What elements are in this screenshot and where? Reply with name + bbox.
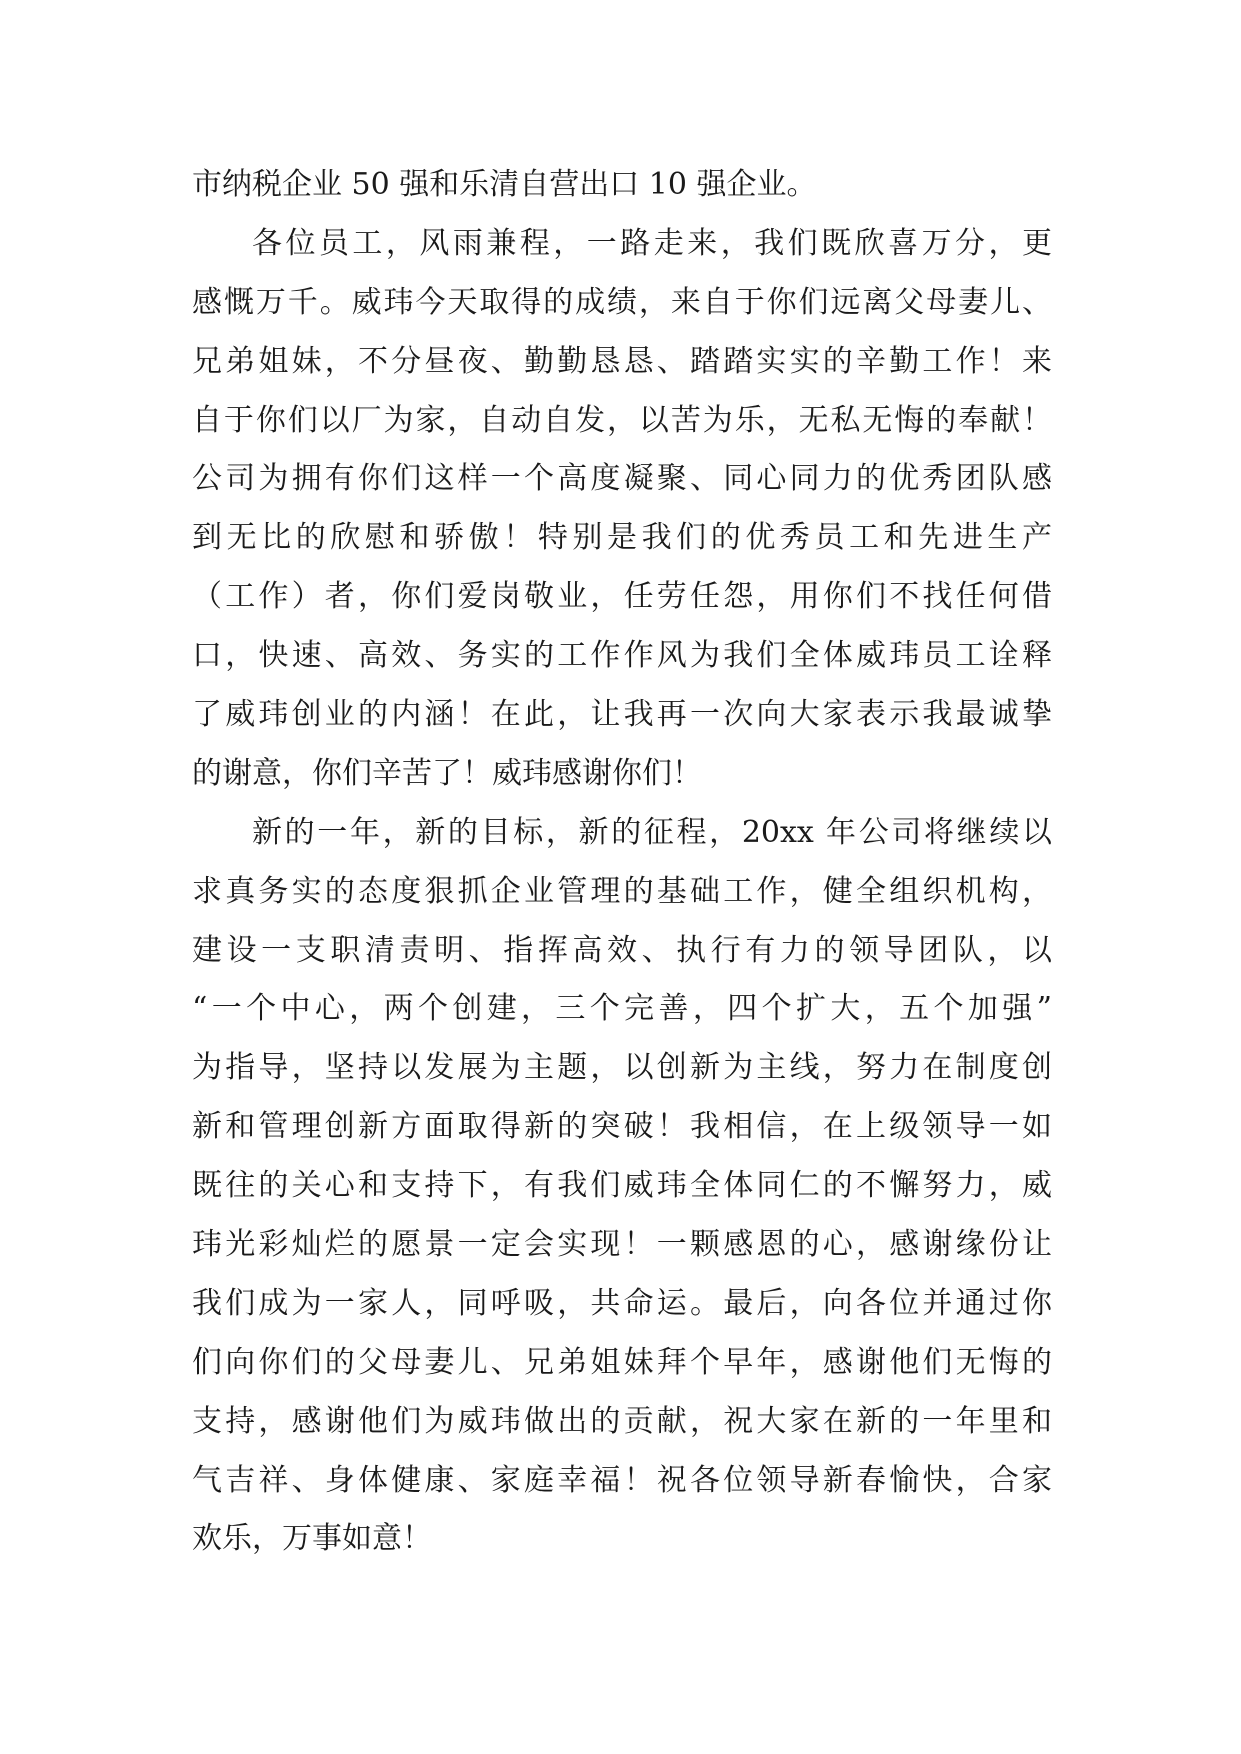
paragraph-3-line-9: 我们成为一家人，同呼吸，共命运。最后，向各位并通过你 [192, 1285, 1052, 1321]
paragraph-2-line-1: 各位员工，风雨兼程，一路走来，我们既欣喜万分，更 [252, 225, 1052, 261]
paragraph-2-line-3: 兄弟姐妹，不分昼夜、勤勤恳恳、踏踏实实的辛勤工作！来 [192, 343, 1052, 379]
paragraph-2-line-2: 感慨万千。威玮今天取得的成绩，来自于你们远离父母妻儿、 [192, 284, 1052, 320]
paragraph-2-line-4: 自于你们以厂为家，自动自发，以苦为乐，无私无悔的奉献！ [192, 402, 1052, 438]
paragraph-3-line-10: 们向你们的父母妻儿、兄弟姐妹拜个早年，感谢他们无悔的 [192, 1344, 1052, 1380]
paragraph-3-line-12: 气吉祥、身体健康、家庭幸福！祝各位领导新春愉快，合家 [192, 1462, 1052, 1498]
paragraph-3-line-2: 求真务实的态度狠抓企业管理的基础工作，健全组织机构， [192, 873, 1052, 909]
paragraph-2-line-10: 的谢意，你们辛苦了！威玮感谢你们！ [192, 755, 702, 791]
paragraph-2-line-6: 到无比的欣慰和骄傲！特别是我们的优秀员工和先进生产 [192, 520, 1052, 556]
paragraph-2-line-9: 了威玮创业的内涵！在此，让我再一次向大家表示我最诚挚 [192, 697, 1052, 733]
paragraph-2-line-8: 口，快速、高效、务实的工作作风为我们全体威玮员工诠释 [192, 638, 1052, 674]
paragraph-3-line-7: 既往的关心和支持下，有我们威玮全体同仁的不懈努力，威 [192, 1168, 1052, 1204]
paragraph-2-line-5: 公司为拥有你们这样一个高度凝聚、同心同力的优秀团队感 [192, 461, 1052, 497]
paragraph-2-line-7: （工作）者，你们爱岗敬业，任劳任怨，用你们不找任何借 [192, 579, 1052, 615]
paragraph-3-line-5: 为指导，坚持以发展为主题，以创新为主线，努力在制度创 [192, 1050, 1052, 1086]
paragraph-3-line-1: 新的一年，新的目标，新的征程，20xx 年公司将继续以 [252, 814, 1052, 850]
paragraph-3-line-13: 欢乐，万事如意！ [192, 1521, 432, 1557]
paragraph-3-line-11: 支持，感谢他们为威玮做出的贡献，祝大家在新的一年里和 [192, 1403, 1052, 1439]
paragraph-3-line-6: 新和管理创新方面取得新的突破！我相信，在上级领导一如 [192, 1109, 1052, 1145]
paragraph-3-line-4: “一个中心，两个创建，三个完善，四个扩大，五个加强” [192, 991, 1052, 1027]
paragraph-1-line-1: 市纳税企业 50 强和乐清自营出口 10 强企业。 [192, 167, 817, 202]
paragraph-3-line-3: 建设一支职清责明、指挥高效、执行有力的领导团队，以 [192, 932, 1052, 968]
paragraph-3-line-8: 玮光彩灿烂的愿景一定会实现！一颗感恩的心，感谢缘份让 [192, 1227, 1052, 1263]
document-body [192, 156, 1052, 1569]
